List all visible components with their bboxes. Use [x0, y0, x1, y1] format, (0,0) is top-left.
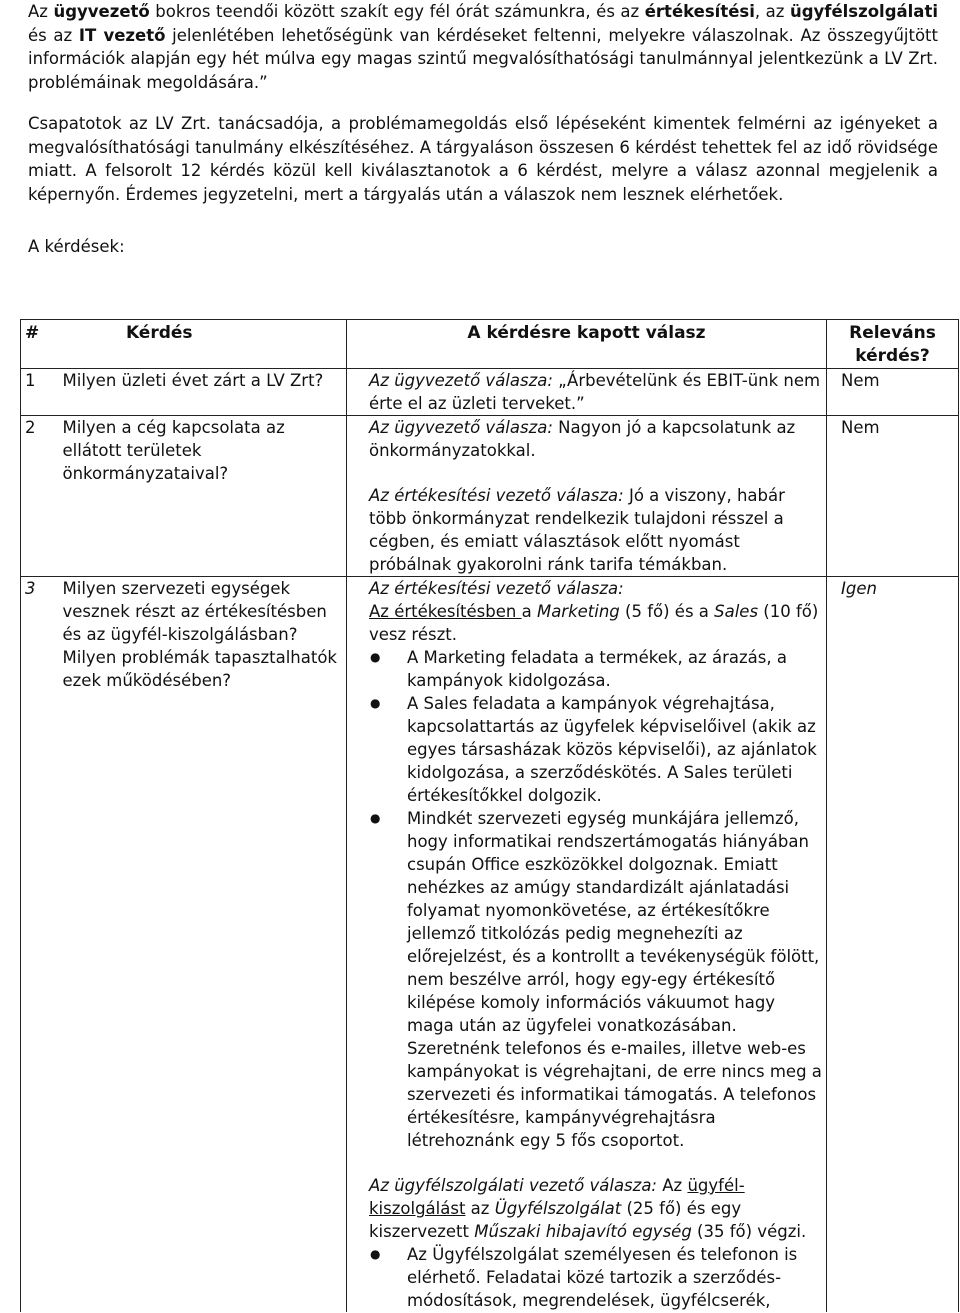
- list-item: [369, 692, 826, 807]
- answer-text: (25 fő) és egy kiszervezett: [369, 1199, 742, 1241]
- answer-text: Nagyon jó a kapcsolatunk az önkormányzatokkal.: [369, 418, 796, 460]
- table-row: [21, 577, 959, 1313]
- row-num: 3: [21, 577, 63, 1313]
- bullet-icon: ●: [370, 650, 381, 664]
- row-answer: [347, 577, 827, 1313]
- answer-text: (5 fő) és a: [619, 602, 715, 621]
- table-row: [21, 369, 959, 416]
- list-item-text: Az Ügyfélszolgálat személyesen és telefonon is elérhető. Feladatai közé tartozik a szerződés-módosítások, megrendelések, ügyfélcserék,: [407, 1245, 798, 1310]
- intro-text: bokros teendői között szakít egy fél órát számunkra, és az: [149, 2, 645, 21]
- answer-text: a: [521, 602, 537, 621]
- list-item: [369, 646, 826, 692]
- row-relevant: Nem: [827, 416, 959, 577]
- intro-text: Az: [28, 2, 54, 21]
- intro-text: , az: [754, 2, 790, 21]
- bullet-icon: ●: [370, 696, 381, 710]
- header-answer: A kérdésre kapott válasz: [347, 320, 827, 369]
- answer-speaker: Az értékesítési vezető válasza:: [369, 579, 624, 598]
- answer-block: [369, 1174, 826, 1243]
- header-question: Kérdés: [63, 320, 347, 369]
- answer-text: (10 fő) vesz részt.: [369, 602, 819, 644]
- intro-role-sales: értékesítési: [644, 2, 755, 21]
- answer-speaker: Az ügyfélszolgálati vezető válasza:: [369, 1176, 657, 1195]
- answer-text: az: [465, 1199, 495, 1218]
- row-answer: [347, 369, 827, 416]
- questions-label: A kérdések:: [28, 237, 125, 256]
- row-relevant: Nem: [827, 369, 959, 416]
- answer-text: Az: [657, 1176, 688, 1195]
- answer-block: [369, 416, 826, 462]
- intro-text: és az: [28, 25, 79, 45]
- answer-speaker: Az ügyvezető válasza:: [369, 371, 553, 390]
- row-question: Milyen szervezeti egységek vesznek részt az értékesítésben és az ügyfél-kiszolgálásban? Milyen problémák tapasztalhatók ezek működésében?: [63, 577, 347, 1313]
- unit-repair: Műszaki hibajavító egység: [474, 1222, 692, 1241]
- sales-bullet-list: [369, 646, 826, 1152]
- table-row: [21, 416, 959, 577]
- unit-customer-service: Ügyfélszolgálat: [494, 1199, 622, 1218]
- row-num: 1: [21, 369, 63, 416]
- bullet-icon: ●: [370, 811, 381, 825]
- bullet-icon: ●: [370, 1247, 381, 1261]
- list-item-text: A Marketing feladata a termékek, az árazás, a kampányok kidolgozása.: [407, 648, 787, 690]
- cs-bullet-list: [369, 1243, 826, 1312]
- intro-role-cs: ügyfélszolgálati: [789, 2, 938, 21]
- header-num: #: [21, 320, 63, 369]
- row-relevant: Igen: [827, 577, 959, 1313]
- document-page: [28, 0, 938, 259]
- intro-role-it: IT vezető: [78, 25, 166, 45]
- row-answer: [347, 416, 827, 577]
- answer-speaker: Az ügyvezető válasza:: [369, 418, 553, 437]
- questions-table: [20, 319, 959, 1312]
- list-item: [369, 1243, 826, 1312]
- answer-block: [369, 600, 826, 646]
- list-item-text: Mindkét szervezeti egység munkájára jellemző, hogy informatikai rendszertámogatás hiányában csupán Office eszközökkel dolgoznak. Emiatt nehézkes az amúgy standardizált ajánlatadási folyamat nyomonkövetése, az értékesítőkre jellemző titkolózás pedig megnehezíti az előrejelzést, és a kontrollt a tevékenységük fölött, nem beszélve arról, hogy egy-egy értékesítő kilépése komoly információs vákuumot hagy maga után az ügyfelei vonatkozásában. Szeretnénk telefonos és e-mailes, illetve web-es kampányokat is végrehajtani, de erre nincs meg a szervezeti és informatikai támogatás. A telefonos értékesítésre, kampányvégrehajtásra létrehoznánk egy 5 fős csoportot.: [407, 809, 822, 1150]
- row-num: 2: [21, 416, 63, 577]
- answer-speaker: Az értékesítési vezető válasza:: [369, 486, 624, 505]
- intro-paragraph-1: [28, 0, 938, 94]
- unit-sales: Sales: [714, 602, 759, 621]
- intro-role-ceo: ügyvezető: [53, 2, 150, 21]
- intro-text: jelenlétében lehetőségünk van kérdéseket feltenni, melyekre válaszolnak. Az összegyűjtött információk alapján egy hét múlva egy magas szintű megvalósíthatósági tanulmánnyal jelentkezünk a LV Zrt. problémáinak megoldására.”: [28, 25, 938, 92]
- answer-text: (35 fő) végzi.: [691, 1222, 807, 1241]
- unit-marketing: Marketing: [536, 602, 620, 621]
- intro-paragraph-2: Csapatotok az LV Zrt. tanácsadója, a problémamegoldás első lépéseként kimentek felmérni az igényeket a megvalósíthatósági tanulmány elkészítéséhez. A tárgyaláson összesen 6 kérdést tehettek fel az idő rövidsége miatt. A felsorolt 12 kérdés közül kell kiválasztanotok a 6 kérdést, melyre a válasz azonnal megjelenik a képernyőn. Érdemes jegyzetelni, mert a tárgyalás után a válaszok nem lesznek elérhetőek.: [28, 114, 938, 204]
- row-question: Milyen üzleti évet zárt a LV Zrt?: [63, 369, 347, 416]
- header-relevant: Releváns kérdés?: [827, 320, 959, 369]
- list-item-text: A Sales feladata a kampányok végrehajtása, kapcsolattartás az ügyfelek képviselőivel (akik az egyes társasházak közös képviselői), az ajánlatok kidolgozása, a szerződéskötés. A Sales területi értékesítőkkel dolgozik.: [407, 694, 817, 805]
- answer-text: ügyfél-kiszolgálást: [369, 1176, 745, 1218]
- answer-text: Az értékesítésben: [369, 602, 522, 621]
- table-header-row: [21, 320, 959, 369]
- answer-text: Jó a viszony, habár több önkormányzat rendelkezik tulajdoni résszel a cégben, és emiatt választások előtt nyomást próbálnak gyakorolni ránk tarifa témákban.: [369, 486, 785, 574]
- row-question: Milyen a cég kapcsolata az ellátott területek önkormányzataival?: [63, 416, 347, 577]
- answer-text: „Árbevételünk és EBIT-ünk nem érte el az üzleti terveket.”: [369, 371, 821, 413]
- list-item: [369, 807, 826, 1152]
- answer-block: [369, 484, 826, 576]
